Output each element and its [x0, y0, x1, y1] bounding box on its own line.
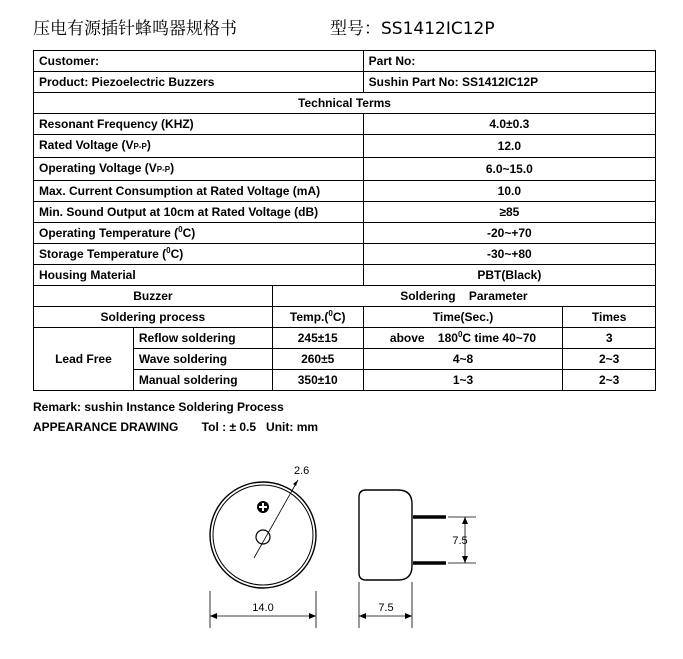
- appearance-drawing: [0, 440, 683, 659]
- pin-spacing-dimension-label: 7.5: [452, 535, 468, 547]
- spec-row: [34, 202, 656, 223]
- lead-free-label: Lead Free: [34, 328, 134, 391]
- soldering-row: [34, 328, 656, 349]
- spec-value: 10.0: [363, 181, 655, 202]
- spec-row: [34, 135, 656, 158]
- spec-label: Max. Current Consumption at Rated Voltage (mA): [34, 181, 364, 202]
- spec-value: -30~+80: [363, 244, 655, 265]
- document-title: 压电有源插针蜂鸣器规格书: [33, 19, 237, 39]
- soldering-times: 2~3: [563, 370, 656, 391]
- temp-heading: Temp.($^0$C): [272, 307, 363, 328]
- spec-value: 4.0±0.3: [363, 114, 655, 135]
- spec-label: Operating Voltage (VP-P): [34, 158, 364, 181]
- customer-label: Customer:: [34, 51, 364, 72]
- technical-terms-heading: Technical Terms: [34, 93, 656, 114]
- model-value: SS1412IC12P: [381, 19, 495, 39]
- soldering-times: 3: [563, 328, 656, 349]
- spec-value: 12.0: [363, 135, 655, 158]
- model-label: 型号：: [330, 19, 381, 39]
- soldering-time: 1~3: [363, 370, 563, 391]
- spec-row: [34, 244, 656, 265]
- buzzer-heading: Buzzer: [34, 286, 273, 307]
- spec-label: Storage Temperature ($^0$C): [34, 244, 364, 265]
- soldering-process: Manual soldering: [133, 370, 272, 391]
- soldering-temp: 245±15: [272, 328, 363, 349]
- appearance-drawing-heading: APPEARANCE DRAWING Tol : ± 0.5 Unit: mm: [33, 420, 319, 434]
- spec-value: -20~+70: [363, 223, 655, 244]
- hole-leader-line: [254, 480, 298, 558]
- model-number: [330, 14, 495, 39]
- soldering-process: Wave soldering: [133, 349, 272, 370]
- soldering-parameter-heading: Soldering Parameter: [272, 286, 655, 307]
- soldering-subheader-row: [34, 307, 656, 328]
- side-view: [359, 490, 476, 628]
- soldering-time: above $180^0C$ time 40~70: [363, 328, 563, 349]
- sushin-part-no-value: SS1412IC12P: [462, 75, 539, 89]
- spec-value: 6.0~15.0: [363, 158, 655, 181]
- spec-label: Operating Temperature ($^0$C): [34, 223, 364, 244]
- customer-row: [34, 51, 656, 72]
- time-heading: Time(Sec.): [363, 307, 563, 328]
- soldering-process-heading: Soldering process: [34, 307, 273, 328]
- part-no-label: Part No:: [363, 51, 655, 72]
- spec-label: Rated Voltage (VP-P): [34, 135, 364, 158]
- spec-value: PBT(Black): [363, 265, 655, 286]
- soldering-process: Reflow soldering: [133, 328, 272, 349]
- buzzer-outer-circle: [210, 482, 316, 588]
- spec-label: Min. Sound Output at 10cm at Rated Voltage (dB): [34, 202, 364, 223]
- sushin-part-no-label: Sushin Part No:: [368, 75, 459, 89]
- spec-table: [33, 50, 656, 391]
- soldering-times: 2~3: [563, 349, 656, 370]
- spec-value: ≥85: [363, 202, 655, 223]
- spec-label: Resonant Frequency (KHZ): [34, 114, 364, 135]
- soldering-temp: 260±5: [272, 349, 363, 370]
- technical-terms-row: [34, 93, 656, 114]
- soldering-time: 4~8: [363, 349, 563, 370]
- buzzer-inner-circle: [213, 485, 313, 585]
- times-heading: Times: [563, 307, 656, 328]
- product-label: Product: Piezoelectric Buzzers: [34, 72, 364, 93]
- spec-row: [34, 265, 656, 286]
- spec-row: [34, 223, 656, 244]
- spec-row: [34, 114, 656, 135]
- soldering-header-row: [34, 286, 656, 307]
- spec-row: [34, 181, 656, 202]
- hole-dimension-label: 2.6: [294, 465, 310, 477]
- diameter-dimension-label: 14.0: [252, 602, 274, 614]
- remark-text: Remark: sushin Instance Soldering Process: [33, 400, 284, 414]
- product-row: [34, 72, 656, 93]
- spec-label: Housing Material: [34, 265, 364, 286]
- height-dimension-label: 7.5: [378, 602, 394, 614]
- spec-row: [34, 158, 656, 181]
- buzzer-side-body: [359, 490, 412, 580]
- positive-pin-marker: [257, 501, 269, 513]
- sushin-part-no: [363, 72, 655, 93]
- soldering-temp: 350±10: [272, 370, 363, 391]
